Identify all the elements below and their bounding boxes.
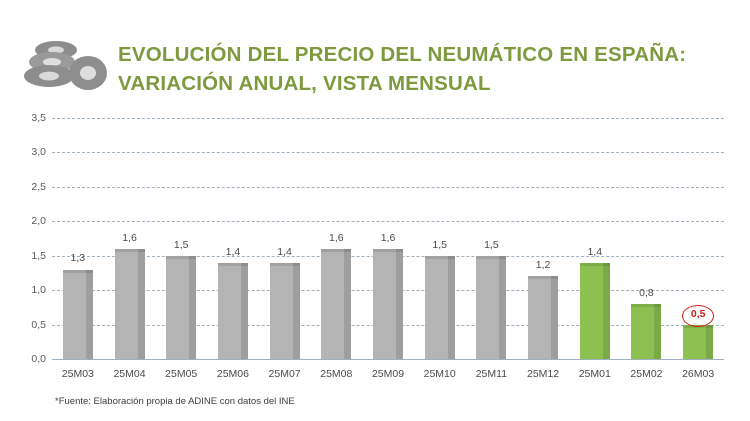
x-axis-tick-label: 25M05 [165, 368, 198, 380]
bar-slot [209, 118, 257, 359]
bar-slot [622, 118, 670, 359]
bar[interactable] [425, 256, 455, 359]
bar-side-face [654, 304, 661, 359]
bar-side-face [241, 263, 248, 359]
x-axis-tick-label: 25M11 [475, 368, 508, 380]
bar-series [52, 118, 724, 359]
bar[interactable] [321, 249, 351, 359]
bar[interactable] [683, 325, 713, 359]
x-axis-tick-label: 25M12 [527, 368, 560, 380]
x-axis-labels [52, 368, 724, 388]
bar-side-face [86, 270, 93, 360]
x-axis-tick-label: 25M04 [113, 368, 146, 380]
y-axis-tick-label: 1,0 [31, 284, 46, 297]
gridline [52, 359, 724, 360]
bar-side-face [344, 249, 351, 359]
bar-slot [261, 118, 309, 359]
bar[interactable] [166, 256, 196, 359]
x-axis-tick-label: 25M10 [423, 368, 456, 380]
x-axis-tick-label: 26M03 [682, 368, 715, 380]
bar-value-label: 1,6 [328, 231, 344, 244]
title-line-2: VARIACIÓN ANUAL, VISTA MENSUAL [118, 72, 491, 95]
y-axis-tick-label: 0,5 [31, 318, 46, 331]
bar-value-label: 0,5 [690, 307, 706, 320]
x-axis-tick-label: 25M09 [371, 368, 405, 380]
bar[interactable] [270, 263, 300, 359]
x-axis-tick-label: 25M01 [578, 368, 611, 380]
bar-side-face [138, 249, 145, 359]
bar-value-label: 1,5 [432, 238, 447, 251]
bar-value-label: 1,4 [277, 245, 292, 258]
bar[interactable] [476, 256, 506, 359]
bar-slot [571, 118, 619, 359]
bar-value-label: 1,4 [587, 245, 603, 258]
page-title [118, 40, 728, 98]
title-line-1: EVOLUCIÓN DEL PRECIO DEL NEUMÁTICO EN ESPAÑA: [118, 43, 687, 66]
x-axis-tick-label: 25M08 [320, 368, 353, 380]
bar-side-face [603, 263, 610, 359]
bar[interactable] [631, 304, 661, 359]
chart-header [0, 0, 750, 118]
bar[interactable] [63, 270, 93, 360]
bar-value-label: 1,3 [70, 252, 86, 265]
bar-value-label: 1,6 [380, 231, 396, 244]
x-axis-tick-label: 25M07 [268, 368, 301, 380]
bar-slot [519, 118, 567, 359]
bar-side-face [499, 256, 506, 359]
bar-value-label: 1,6 [122, 231, 137, 244]
x-axis-tick-label: 25M03 [61, 368, 94, 380]
plot-area [0, 112, 750, 368]
bar-side-face [396, 249, 403, 359]
bar-side-face [189, 256, 196, 359]
y-axis-tick-label: 3,0 [31, 146, 46, 159]
tires-icon [22, 26, 108, 96]
bar-value-label: 1,5 [173, 238, 189, 251]
source-note: *Fuente: Elaboración propia de ADINE con datos del INE [55, 396, 295, 407]
y-axis-tick-label: 2,5 [31, 180, 46, 193]
bar-side-face [551, 276, 558, 359]
bar-value-label: 1,5 [484, 238, 499, 251]
bar[interactable] [115, 249, 145, 359]
bar[interactable] [218, 263, 248, 359]
y-axis-tick-label: 2,0 [31, 215, 46, 228]
x-axis-tick-label: 25M02 [630, 368, 663, 380]
x-axis-tick-label: 25M06 [216, 368, 249, 380]
bar-value-label: 1,2 [535, 259, 551, 272]
bar-value-label: 0,8 [639, 286, 654, 299]
y-axis-tick-label: 3,5 [31, 112, 46, 124]
bar-slot [54, 118, 102, 359]
bar-side-face [706, 325, 713, 359]
bar[interactable] [528, 276, 558, 359]
bar[interactable] [580, 263, 610, 359]
highlight-ellipse [682, 305, 714, 327]
y-axis-tick-label: 0,0 [31, 353, 46, 365]
bar-side-face [448, 256, 455, 359]
bar-side-face [293, 263, 300, 359]
bar-value-label: 1,4 [225, 245, 241, 258]
y-axis-tick-label: 1,5 [31, 249, 46, 262]
bar[interactable] [373, 249, 403, 359]
